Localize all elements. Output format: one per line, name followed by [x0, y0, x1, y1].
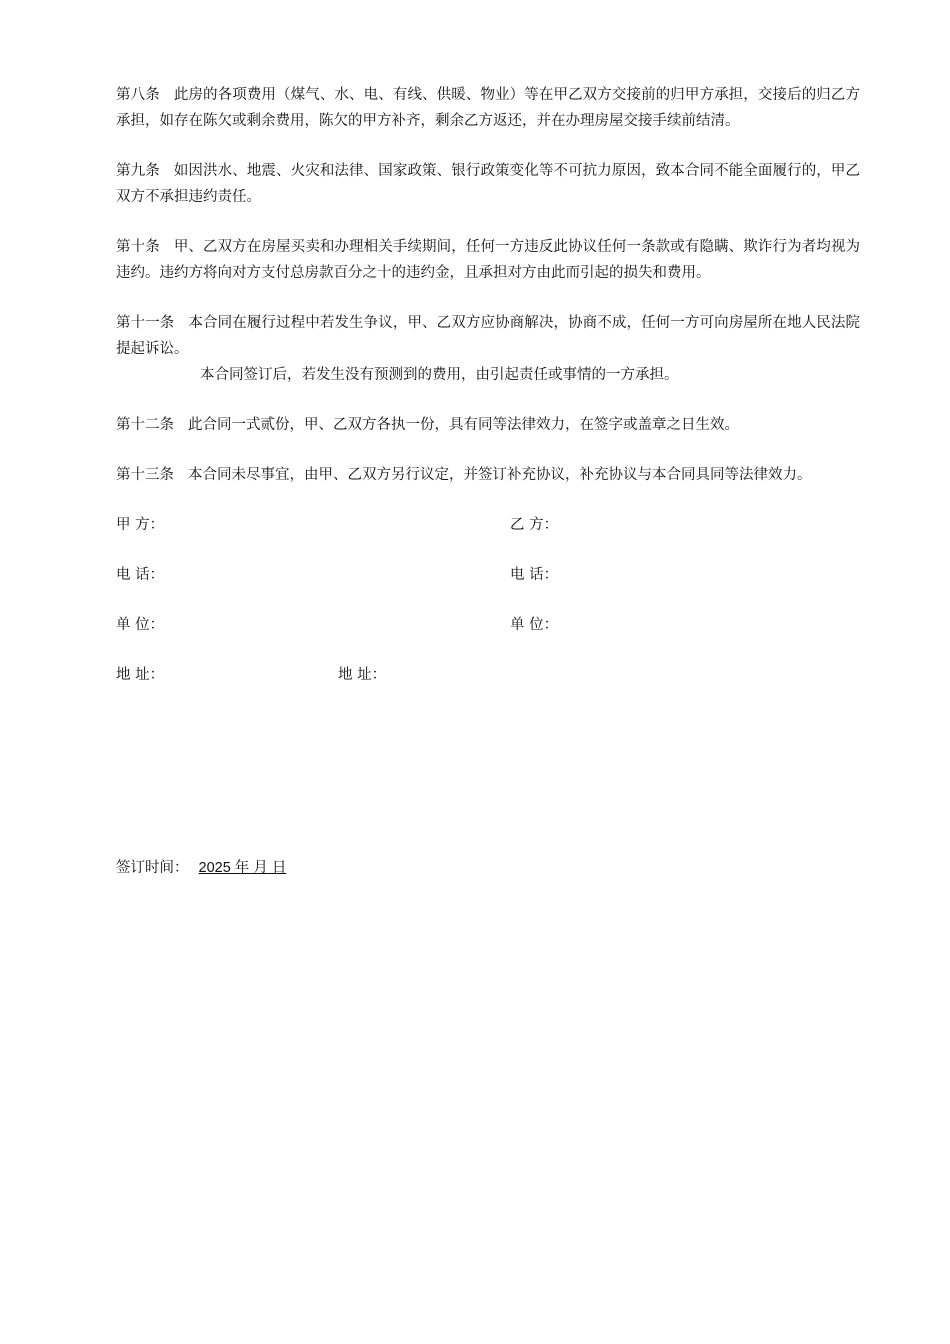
signing-date-value: 2025 年 月 日 [198, 860, 287, 876]
contract-page [116, 82, 860, 712]
clause-12 [116, 412, 860, 438]
party-a-label: 甲 方： [116, 517, 165, 533]
unit-a-label: 单 位： [116, 617, 165, 633]
clause-13 [116, 462, 860, 488]
clause-number: 第十条 [116, 239, 160, 255]
clause-text: 甲、乙双方在房屋买卖和办理相关手续期间，任何一方违反此协议任何一条款或有隐瞒、欺诈行为者均视为违约。违约方将向对方支付总房款百分之十的违约金，且承担对方由此而引起的损失和费用。 [116, 239, 861, 281]
clause-11 [116, 310, 860, 388]
clause-number: 第十一条 [116, 315, 175, 331]
clause-text: 此房的各项费用（煤气、水、电、有线、供暖、物业）等在甲乙双方交接前的归甲方承担，交接后的归乙方承担，如存在陈欠或剩余费用，陈欠的甲方补齐，剩余乙方返还，并在办理房屋交接手续前结清。 [116, 87, 861, 129]
signature-row-address [116, 662, 860, 712]
signature-row-unit [116, 612, 860, 662]
clause-text: 本合同未尽事宜，由甲、乙双方另行议定，并签订补充协议，补充协议与本合同具同等法律效力。 [188, 467, 812, 483]
clause-10 [116, 234, 860, 286]
clause-number: 第九条 [116, 163, 160, 179]
clause-number: 第八条 [116, 87, 160, 103]
address-a-label: 地 址： [116, 667, 165, 683]
party-b-label: 乙 方： [510, 517, 559, 533]
signing-date-label: 签订时间： [116, 860, 189, 876]
signature-row-phone [116, 562, 860, 612]
clause-extra-text: 本合同签订后，若发生没有预测到的费用，由引起责任或事情的一方承担。 [200, 367, 679, 383]
address-b-label: 地 址： [338, 667, 387, 683]
clause-number: 第十三条 [116, 467, 174, 483]
clause-9 [116, 158, 860, 210]
signing-date-row [116, 855, 286, 881]
unit-b-label: 单 位： [510, 617, 559, 633]
signature-row-party [116, 512, 860, 562]
clause-text: 如因洪水、地震、火灾和法律、国家政策、银行政策变化等不可抗力原因，致本合同不能全面履行的，甲乙双方不承担违约责任。 [116, 163, 861, 205]
clause-text: 此合同一式贰份，甲、乙双方各执一份，具有同等法律效力，在签字或盖章之日生效。 [188, 417, 739, 433]
clause-number: 第十二条 [116, 417, 174, 433]
clause-8 [116, 82, 860, 134]
phone-b-label: 电 话： [510, 567, 559, 583]
phone-a-label: 电 话： [116, 567, 165, 583]
clause-text: 本合同在履行过程中若发生争议，甲、乙双方应协商解决，协商不成，任何一方可向房屋所在地人民法院提起诉讼。 [116, 315, 861, 357]
